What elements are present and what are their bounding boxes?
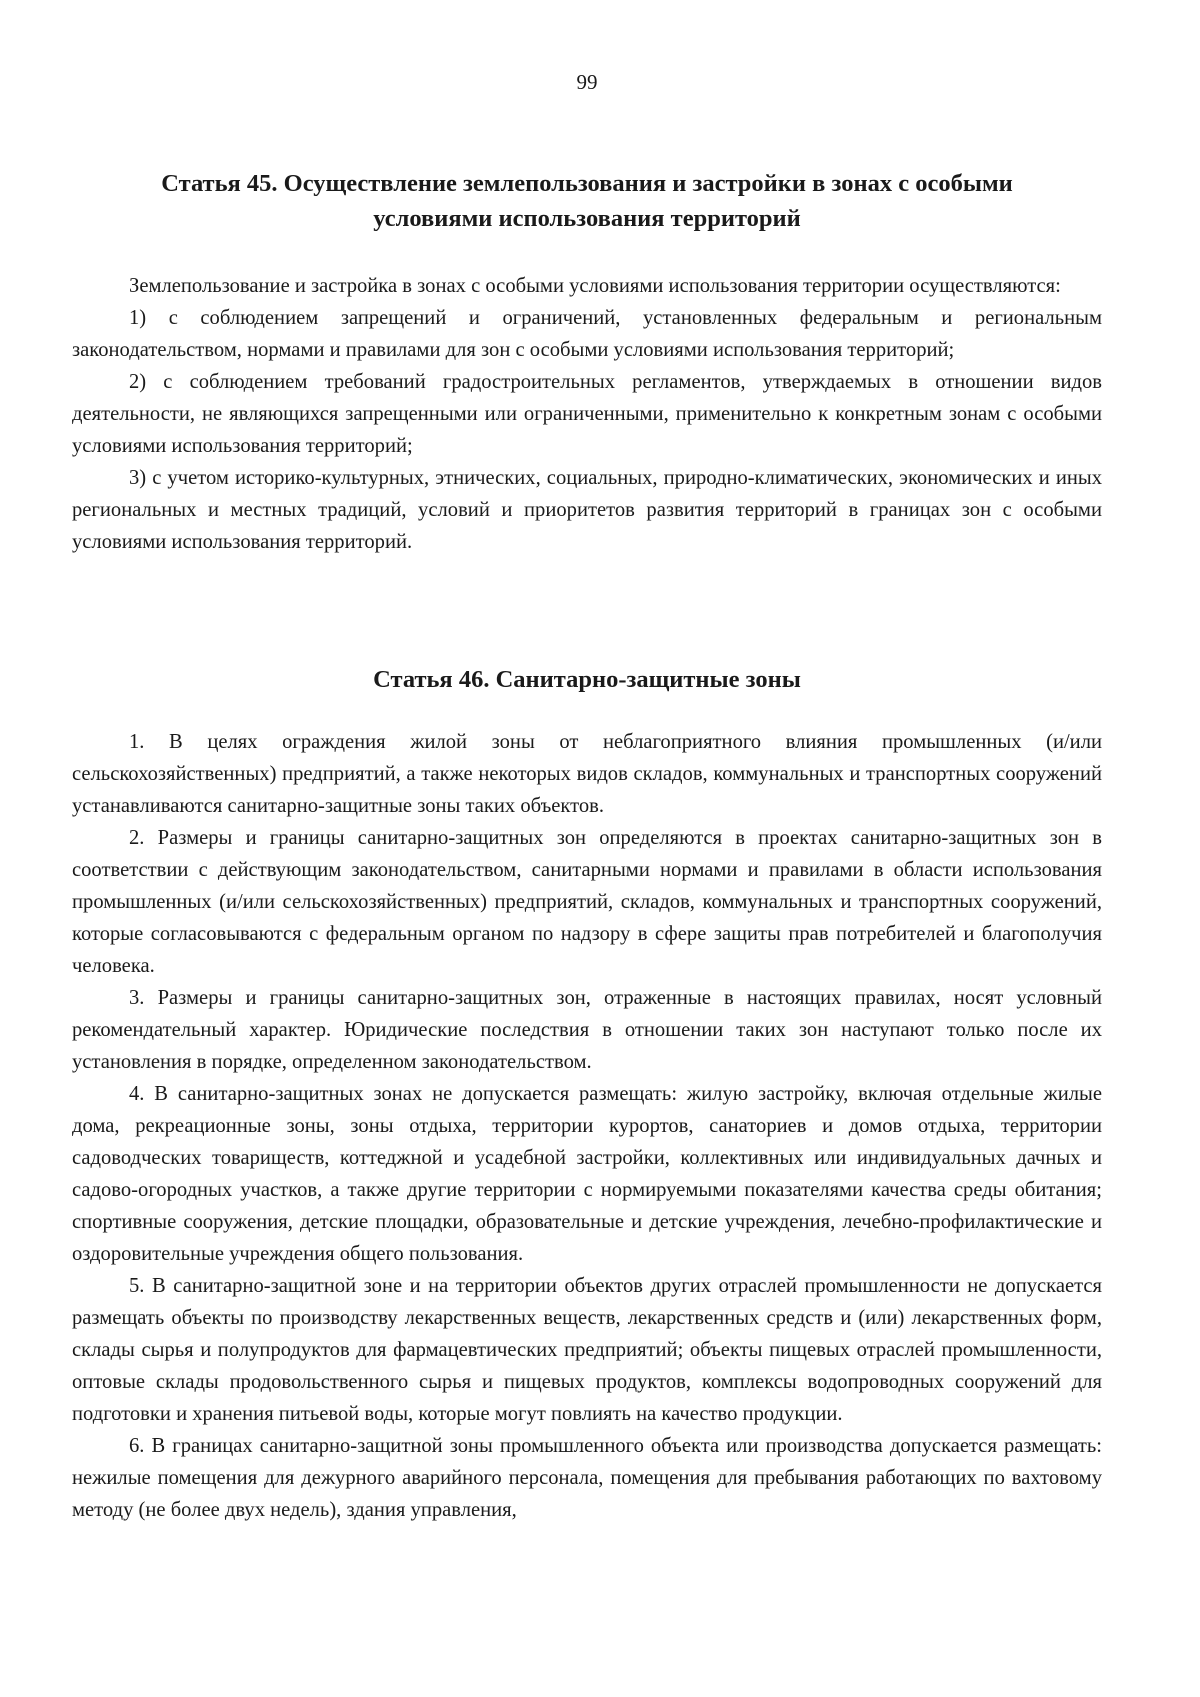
article-46-paragraph-2: 2. Размеры и границы санитарно-защитных зон определяются в проектах санитарно-защитных зон в соответствии с действующим законодательством, санитарными нормами и правилами в области использования промышленных (и/или сельскохозяйственных) предприятий, складов, коммунальных и транспортных сооружений, которые согласовываются с федеральным органом по надзору в сфере защиты прав потребителей и благополучия человека. [72,827,1102,977]
article-46-body [72,726,1102,1526]
article-45-paragraph-1: 1) с соблюдением запрещений и ограничений, установленных федеральным и региональным законодательством, нормами и правилами для зон с особыми условиями использования территорий; [72,307,1102,361]
article-45-paragraph-3: 3) с учетом историко-культурных, этнических, социальных, природно-климатических, экономических и иных региональных и местных традиций, условий и приоритетов развития территорий в границах зон с особыми условиями использования территорий. [72,467,1102,553]
article-46-paragraph-5: 5. В санитарно-защитной зоне и на территории объектов других отраслей промышленности не допускается размещать объекты по производству лекарственных веществ, лекарственных средств и (или) лекарственных форм, склады сырья и полупродуктов для фармацевтических предприятий; объекты пищевых отраслей промышленности, оптовые склады продовольственного сырья и пищевых продуктов, комплексы водопроводных сооружений для подготовки и хранения питьевой воды, которые могут повлиять на качество продукции. [72,1275,1102,1425]
article-45-paragraph-intro: Землепользование и застройка в зонах с особыми условиями использования территории осуществляются: [129,275,1061,297]
article-46-paragraph-3: 3. Размеры и границы санитарно-защитных зон, отраженные в настоящих правилах, носят условный рекомендательный характер. Юридические последствия в отношении таких зон наступают только после их установления в порядке, определенном законодательством. [72,987,1102,1073]
document-page [72,0,1102,1697]
article-46-paragraph-4: 4. В санитарно-защитных зонах не допускается размещать: жилую застройку, включая отдельные жилые дома, рекреационные зоны, зоны отдыха, территории курортов, санаториев и домов отдыха, территории садоводческих товариществ, коттеджной и усадебной застройки, коллективных или индивидуальных дачных и садово-огородных участков, а также другие территории с нормируемыми показателями качества среды обитания; спортивные сооружения, детские площадки, образовательные и детские учреждения, лечебно-профилактические и оздоровительные учреждения общего пользования. [72,1083,1102,1265]
article-45-heading [72,166,1102,236]
article-45-heading-line-2: условиями использования территорий [373,205,801,232]
article-45-body [72,270,1102,558]
article-45-paragraph-2: 2) с соблюдением требований градостроительных регламентов, утверждаемых в отношении видов деятельности, не являющихся запрещенными или ограниченными, применительно к конкретным зонам с особыми условиями использования территорий; [72,371,1102,457]
article-46-paragraph-1: 1. В целях ограждения жилой зоны от неблагоприятного влияния промышленных (и/или сельскохозяйственных) предприятий, а также некоторых видов складов, коммунальных и транспортных сооружений устанавливаются санитарно-защитные зоны таких объектов. [72,731,1102,817]
article-46-paragraph-6: 6. В границах санитарно-защитной зоны промышленного объекта или производства допускается размещать: нежилые помещения для дежурного аварийного персонала, помещения для пребывания работающих по вахтовому методу (не более двух недель), здания управления, [72,1435,1102,1521]
article-45-heading-line-1: Статья 45. Осуществление землепользования и застройки в зонах с особыми [161,170,1013,197]
page-number: 99 [576,70,598,94]
article-46-heading: Статья 46. Санитарно-защитные зоны [373,666,801,693]
